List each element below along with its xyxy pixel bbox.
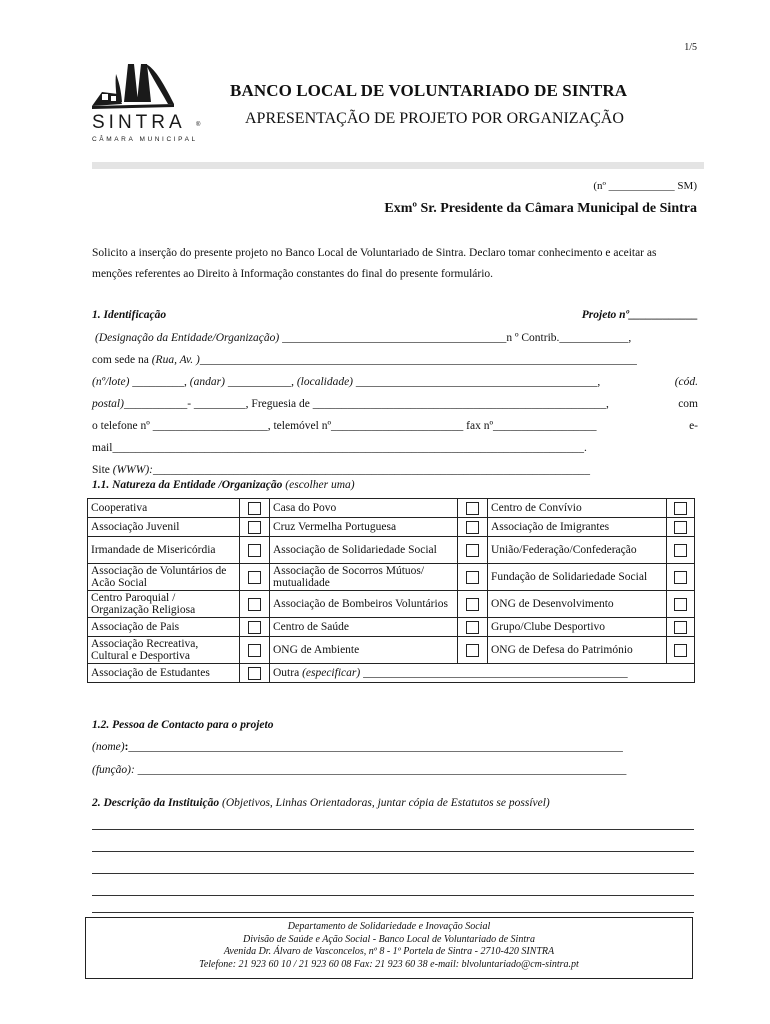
natureza-checkbox[interactable] — [466, 598, 479, 611]
natureza-checkbox[interactable] — [248, 571, 261, 584]
outra-cell — [270, 664, 695, 683]
addressee: Exmº Sr. Presidente da Câmara Municipal de Sintra — [384, 201, 697, 216]
natureza-option-label: Associação de Socorros Mútuos/ mutualidade — [270, 564, 458, 591]
natureza-table — [87, 498, 695, 683]
site-row — [92, 464, 698, 476]
nome-field[interactable]: ______________________________________________________________________________________ — [128, 741, 623, 753]
nome-label: (nome) — [92, 741, 125, 753]
postal-row — [92, 398, 698, 410]
section1-1-heading: 1.1. Natureza da Entidade /Organização — [92, 479, 283, 491]
site-www-label: (WWW): — [112, 464, 153, 476]
funcao-label: (função): — [92, 764, 135, 776]
postal-field[interactable]: ___________- _________, — [123, 398, 249, 410]
description-line-2[interactable] — [92, 851, 694, 852]
projeto-number-field[interactable]: Projeto nº____________ — [581, 309, 698, 321]
natureza-checkbox[interactable] — [674, 521, 687, 534]
com-label: com — [678, 398, 698, 410]
natureza-checkbox-cell — [240, 618, 270, 637]
natureza-checkbox[interactable] — [466, 521, 479, 534]
reference-number-field[interactable]: (nº ____________ SM) — [593, 180, 697, 192]
natureza-checkbox-cell — [458, 518, 488, 537]
logo-subtitle: CÂMARA MUNICIPAL — [92, 136, 198, 143]
description-line-4[interactable] — [92, 895, 694, 896]
natureza-checkbox-cell — [458, 499, 488, 518]
outra-field[interactable]: ______________________________________________ — [363, 666, 628, 679]
natureza-checkbox[interactable] — [248, 544, 261, 557]
section1-header-row — [92, 309, 698, 321]
lote-field[interactable]: _________, — [132, 376, 187, 388]
logo-registered-mark: ® — [196, 122, 201, 128]
natureza-checkbox-cell — [667, 537, 695, 564]
natureza-option-label: ONG de Ambiente — [270, 637, 458, 664]
natureza-checkbox[interactable] — [248, 502, 261, 515]
natureza-checkbox-cell — [458, 564, 488, 591]
outra-hint: (especificar) — [302, 666, 361, 679]
localidade-label: (localidade) — [296, 376, 354, 388]
natureza-checkbox[interactable] — [466, 502, 479, 515]
natureza-option-label: Irmandade de Misericórdia — [88, 537, 240, 564]
natureza-option-label: Associação de Pais — [88, 618, 240, 637]
designacao-row — [95, 332, 698, 344]
section1-1-hint: (escolher uma) — [285, 479, 355, 491]
natureza-option-label: Associação de Solidariedade Social — [270, 537, 458, 564]
sintra-logo — [88, 60, 208, 152]
fax-label: fax nº — [466, 420, 494, 432]
natureza-row — [88, 637, 695, 664]
natureza-row — [88, 564, 695, 591]
natureza-checkbox[interactable] — [466, 544, 479, 557]
natureza-checkbox[interactable] — [674, 644, 687, 657]
section1-2-heading: 1.2. Pessoa de Contacto para o projeto — [92, 719, 274, 731]
section1-1-header — [92, 479, 698, 491]
natureza-checkbox[interactable] — [674, 621, 687, 634]
natureza-checkbox-cell — [667, 518, 695, 537]
localidade-field[interactable]: __________________________________________, — [355, 376, 601, 388]
natureza-option-label: Centro de Convívio — [488, 499, 667, 518]
footer-division: Divisão de Saúde e Ação Social - Banco Local de Voluntariado de Sintra — [243, 933, 535, 945]
nome-row — [92, 741, 698, 753]
description-line-3[interactable] — [92, 873, 694, 874]
natureza-option-label: Associação Juvenil — [88, 518, 240, 537]
natureza-row — [88, 537, 695, 564]
sede-rua-label: (Rua, Av. ) — [151, 354, 200, 366]
email-field[interactable]: mail__________________________________________________________________________________. — [92, 442, 587, 454]
natureza-checkbox-cell — [240, 537, 270, 564]
cod-label: (cód. — [674, 376, 698, 388]
natureza-checkbox[interactable] — [248, 644, 261, 657]
telefone-label: o telefone nº — [92, 420, 150, 432]
natureza-checkbox[interactable] — [674, 544, 687, 557]
natureza-checkbox-cell — [240, 591, 270, 618]
site-label: Site — [92, 464, 110, 476]
natureza-checkbox-cell — [240, 564, 270, 591]
sede-label: com sede na — [92, 354, 149, 366]
natureza-checkbox-cell — [458, 618, 488, 637]
section2-heading: 2. Descrição da Instituição — [92, 797, 220, 809]
freguesia-field[interactable]: ___________________________________________________, — [312, 398, 609, 410]
andar-field[interactable]: ___________, — [227, 376, 294, 388]
natureza-option-label: Associação Recreativa, Cultural e Desportiva — [88, 637, 240, 664]
footer-address: Avenida Dr. Álvaro de Vasconcelos, nº 8 - 1º Portela de Sintra - 2710-420 SINTRA — [223, 946, 555, 957]
natureza-row-last — [88, 664, 695, 683]
site-field[interactable]: ____________________________________________________________________________ — [153, 464, 590, 476]
designacao-label: (Designação da Entidade/Organização) — [95, 332, 280, 344]
natureza-option-label: Associação de Estudantes — [88, 664, 240, 683]
natureza-checkbox[interactable] — [674, 502, 687, 515]
freguesia-label: Freguesia de — [251, 398, 310, 410]
natureza-option-label: ONG de Desenvolvimento — [488, 591, 667, 618]
natureza-checkbox[interactable] — [674, 571, 687, 584]
natureza-row — [88, 618, 695, 637]
footer-contacts: Telefone: 21 923 60 10 / 21 923 60 08 Fax: 21 923 60 38 e-mail: blvoluntariado@cm-sintra.pt — [199, 958, 579, 970]
natureza-option-label: Grupo/Clube Desportivo — [488, 618, 667, 637]
outra-label: Outra — [273, 666, 300, 679]
natureza-checkbox-cell — [458, 537, 488, 564]
natureza-checkbox-cell — [458, 637, 488, 664]
natureza-checkbox-cell — [667, 618, 695, 637]
telefone-field[interactable]: ____________________, — [152, 420, 271, 432]
telemovel-field[interactable]: _______________________ — [331, 420, 464, 432]
natureza-checkbox[interactable] — [466, 644, 479, 657]
telemovel-label: telemóvel nº — [273, 420, 332, 432]
natureza-option-label: Associação de Bombeiros Voluntários — [270, 591, 458, 618]
description-line-5[interactable] — [92, 912, 694, 913]
section2-header — [92, 797, 698, 809]
sede-field[interactable]: ____________________________________________________________________________ — [199, 354, 637, 366]
natureza-option-label: Cooperativa — [88, 499, 240, 518]
natureza-option-label: Cruz Vermelha Portuguesa — [270, 518, 458, 537]
designacao-field[interactable]: _______________________________________ — [282, 332, 507, 344]
funcao-row — [92, 764, 698, 776]
natureza-option-label: Fundação de Solidariedade Social — [488, 564, 667, 591]
natureza-option-label: ONG de Defesa do Património — [488, 637, 667, 664]
nome-colon: : — [124, 741, 129, 753]
natureza-checkbox-cell — [667, 564, 695, 591]
natureza-checkbox-cell — [240, 664, 270, 683]
page-number: 1/5 — [684, 42, 697, 53]
sede-row — [92, 354, 698, 366]
description-line-1[interactable] — [92, 829, 694, 830]
natureza-option-label: União/Federação/Confederação — [488, 537, 667, 564]
document-subtitle: APRESENTAÇÃO DE PROJETO POR ORGANIZAÇÃO — [245, 110, 624, 127]
footer-box — [85, 917, 693, 979]
contrib-field[interactable]: n º Contrib.____________, — [506, 332, 632, 344]
postal-label: postal) — [92, 398, 124, 410]
email-label-start: e- — [689, 420, 698, 432]
natureza-checkbox-cell — [667, 591, 695, 618]
natureza-checkbox-cell — [667, 499, 695, 518]
lote-row — [92, 376, 698, 388]
natureza-checkbox[interactable] — [248, 598, 261, 611]
natureza-checkbox[interactable] — [248, 621, 261, 634]
natureza-row — [88, 518, 695, 537]
natureza-checkbox-cell — [240, 637, 270, 664]
natureza-checkbox-cell — [240, 518, 270, 537]
logo-wordmark: SINTRA — [92, 112, 186, 133]
natureza-checkbox[interactable] — [248, 667, 261, 680]
natureza-checkbox-cell — [667, 637, 695, 664]
natureza-row — [88, 499, 695, 518]
natureza-option-label: Associação de Voluntários de Acão Social — [88, 564, 240, 591]
fax-field[interactable]: __________________ — [493, 420, 597, 432]
natureza-checkbox[interactable] — [248, 521, 261, 534]
natureza-checkbox-cell — [458, 591, 488, 618]
header-divider — [92, 162, 704, 169]
lote-label: (nº/lote) — [92, 376, 130, 388]
section1-heading: 1. Identificação — [92, 309, 167, 321]
andar-label: (andar) — [189, 376, 225, 388]
natureza-checkbox[interactable] — [466, 621, 479, 634]
natureza-checkbox[interactable] — [466, 571, 479, 584]
funcao-field[interactable]: _____________________________________________________________________________________ — [137, 764, 627, 776]
phone-row — [92, 420, 698, 432]
document-title: BANCO LOCAL DE VOLUNTARIADO DE SINTRA — [230, 81, 628, 100]
natureza-row — [88, 591, 695, 618]
natureza-option-label: Centro de Saúde — [270, 618, 458, 637]
footer-department: Departamento de Solidariedade e Inovação Social — [287, 921, 491, 932]
natureza-option-label: Casa do Povo — [270, 499, 458, 518]
natureza-checkbox[interactable] — [674, 598, 687, 611]
natureza-option-label: Associação de Imigrantes — [488, 518, 667, 537]
natureza-option-label: Centro Paroquial / Organização Religiosa — [88, 591, 240, 618]
section2-hint: (Objetivos, Linhas Orientadoras, juntar cópia de Estatutos se possível) — [222, 797, 550, 809]
intro-paragraph: Solicito a inserção do presente projeto no Banco Local de Voluntariado de Sintra. Declaro tomar conhecimento e aceitar as menções referentes ao Direito à Informação constantes do final do presente formulário. — [92, 247, 657, 280]
natureza-checkbox-cell — [240, 499, 270, 518]
